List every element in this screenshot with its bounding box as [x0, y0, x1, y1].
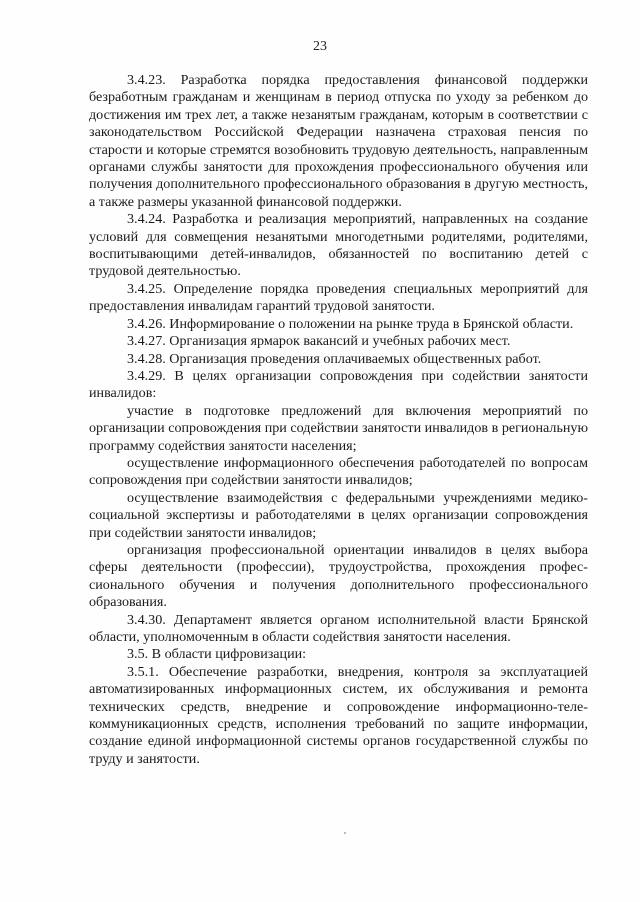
paragraph-3-4-25: 3.4.25. Определение порядка проведения специальных мероприятий для предоставления инвалидам гарантий трудовой занятости. [89, 280, 588, 315]
list-item: участие в подготовке предложений для включения мероприятий по организации сопровождения при содействии занятости инвалидов в региональную программу содействия занятости населения; [89, 402, 588, 454]
paragraph-3-4-29: 3.4.29. В целях организации сопровождения при содействии занятости инвалидов: [89, 367, 588, 402]
section-heading-3-5: 3.5. В области цифровизации: [127, 646, 307, 663]
page-number: 23 [313, 39, 327, 54]
document-body [89, 72, 588, 768]
paragraph-3-4-30: 3.4.30. Департамент является органом исполнительной власти Брянской области, уполномоченным в области содействия занятости населения. [89, 611, 588, 645]
paragraph-3-4-26: 3.4.26. Информирование о положении на рынке труда в Брянской области. [127, 315, 574, 332]
paragraph-3-5-1: 3.5.1. Обеспечение разработки, внедрения, контроля за эксплуатацией автоматизированных информационных систем, их обслуживания и ремонта технических средств, внедрение и сопровождение информационно-телекоммуникационных средств, исполнения требований по защите информации, создание единой информационной системы органов государственной службы по труду и занятости. [89, 663, 588, 767]
paragraph-3-4-27: 3.4.27. Организация ярмарок вакансий и учебных рабочих мест. [127, 333, 511, 350]
paragraph-3-4-24: 3.4.24. Разработка и реализация мероприятий, направленных на создание условий для совмещения незанятыми многодетными родителями, родителями, воспитывающими детей-инвалидов, обязанностей по воспитанию детей с трудовой деятельностью. [89, 211, 588, 280]
list-item: осуществление информационного обеспечения работодателей по вопросам сопровождения при содействии занятости инвалидов; [89, 454, 588, 489]
paragraph-3-4-28: 3.4.28. Организация проведения оплачиваемых общественных работ. [127, 350, 542, 367]
scan-speck [344, 832, 346, 834]
list-item: осуществление взаимодействия с федеральными учреждениями медико-социальной экспертизы и работодателями в целях организации сопровождения при содействии занятости инвалидов; [89, 489, 588, 541]
paragraph-3-4-23: 3.4.23. Разработка порядка предоставления финансовой поддержки безработным гражданам и женщинам в период отпуска по уходу за ребенком до достижения им трех лет, а также незанятым гражданам, которым в соответствии с законодательством Российской Федерации назначена страховая пенсия по старости и которые стремятся возобновить трудовую деятельность, направленным органами службы занятости для прохождения профессионального обучения или получения дополнительного профессионального образования в другую местность, а также размеры указанной финансовой поддержки. [89, 72, 588, 210]
list-item: организация профессиональной ориентации инвалидов в целях выбора сферы деятельности (профессии), трудоустройства, прохождения профессионального обучения и получения дополнительного профессионального образования. [89, 541, 588, 611]
